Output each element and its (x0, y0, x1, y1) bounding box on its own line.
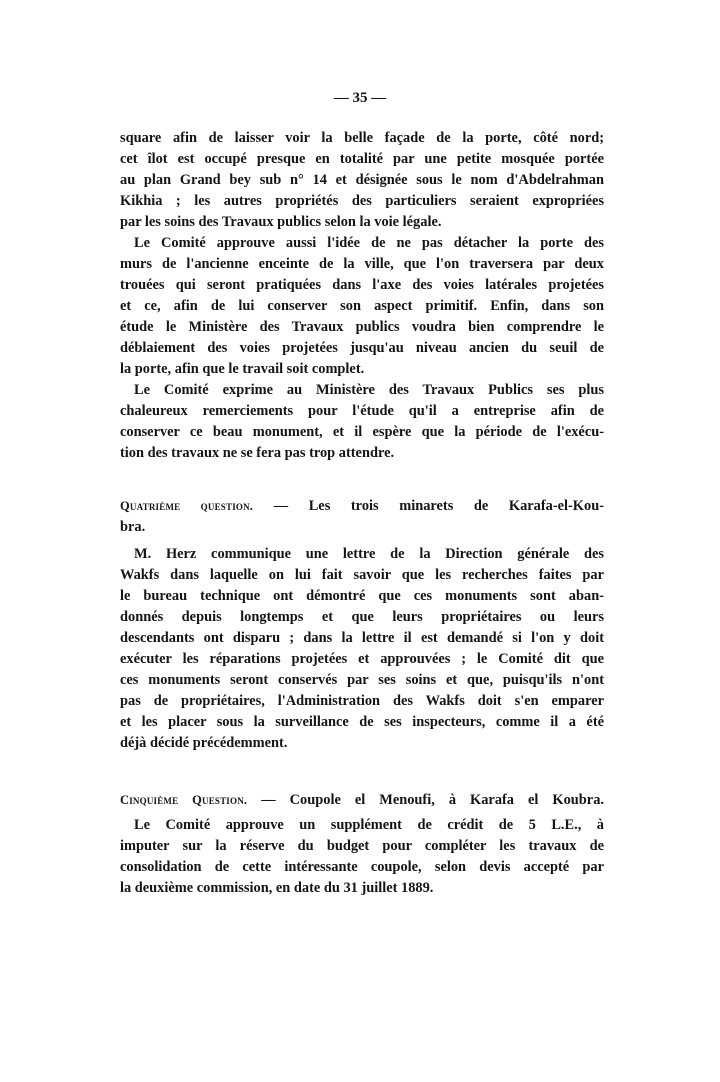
text-line: au plan Grand bey sub n° 14 et désignée sous le nom d'Abdelrahman (120, 172, 604, 188)
text-line: tion des travaux ne se fera pas trop attendre. (120, 445, 395, 461)
text-line: Wakfs dans laquelle on lui fait savoir que les recherches faites par (120, 567, 604, 583)
section-heading (120, 790, 604, 811)
text-line: Le Comité approuve aussi l'idée de ne pas détacher la porte des (134, 235, 604, 251)
text-line: murs de l'ancienne enceinte de la ville, que l'on traversera par deux (120, 256, 604, 272)
text-line: cet îlot est occupé presque en totalité par une petite mosquée portée (120, 151, 604, 167)
text-line: la porte, afin que le travail soit complet. (120, 361, 365, 377)
heading-continuation: bra. (120, 519, 146, 535)
text-line: déblaiement des voies projetées jusqu'au niveau ancien du seuil de (120, 340, 604, 356)
heading-title: — Les trois minarets de Karafa-el-Kou- (253, 498, 604, 514)
section-continuation (120, 128, 604, 464)
text-line: étude le Ministère des Travaux publics voudra bien comprendre le (120, 319, 604, 335)
heading-title: — Coupole el Menoufi, à Karafa el Koubra. (247, 792, 604, 808)
text-line: trouées qui seront pratiquées dans l'axe des voies latérales projetées (120, 277, 604, 293)
text-line: consolidation de cette intéressante coupole, selon devis accepté par (120, 859, 604, 875)
text-line: et ce, afin de lui conserver son aspect primitif. Enfin, dans son (120, 298, 604, 314)
text-line: imputer sur la réserve du budget pour compléter les travaux de (120, 838, 604, 854)
text-line: exécuter les réparations projetées et approuvées ; le Comité dit que (120, 651, 604, 667)
text-line: ces monuments seront conservés par ses soins et que, puisqu'ils n'ont (120, 672, 604, 688)
heading-label: Quatrième question. (120, 499, 254, 513)
text-line: Le Comité approuve un supplément de crédit de 5 L.E., à (134, 817, 604, 833)
section-quatrieme-question (120, 496, 604, 754)
text-line: chaleureux remerciements pour l'étude qu'il a entreprise afin de (120, 403, 604, 419)
text-line: Le Comité exprime au Ministère des Travaux Publics ses plus (134, 382, 604, 398)
text-line: M. Herz communique une lettre de la Direction générale des (134, 546, 604, 562)
text-line: la deuxième commission, en date du 31 juillet 1889. (120, 880, 434, 896)
text-line: descendants ont disparu ; dans la lettre il est demandé si l'on y doit (120, 630, 604, 646)
page-number: — 35 — (333, 90, 387, 106)
section-heading (120, 496, 604, 517)
text-line: square afin de laisser voir la belle façade de la porte, côté nord; (120, 130, 604, 146)
text-line: par les soins des Travaux publics selon la voie légale. (120, 214, 442, 230)
heading-label: Cinquième Question. (120, 793, 248, 807)
text-line: déjà décidé précédemment. (120, 735, 288, 751)
text-line: donnés depuis longtemps et que leurs propriétaires ou leurs (120, 609, 604, 625)
text-line: conserver ce beau monument, et il espère que la période de l'exécu- (120, 424, 604, 440)
text-line: pas de propriétaires, l'Administration des Wakfs doit s'en emparer (120, 693, 604, 709)
text-line: le bureau technique ont démontré que ces monuments sont aban- (120, 588, 604, 604)
section-cinquieme-question (120, 790, 604, 899)
text-line: Kikhia ; les autres propriétés des particuliers seraient expropriées (120, 193, 604, 209)
text-line: et les placer sous la surveillance de ses inspecteurs, comme il a été (120, 714, 604, 730)
